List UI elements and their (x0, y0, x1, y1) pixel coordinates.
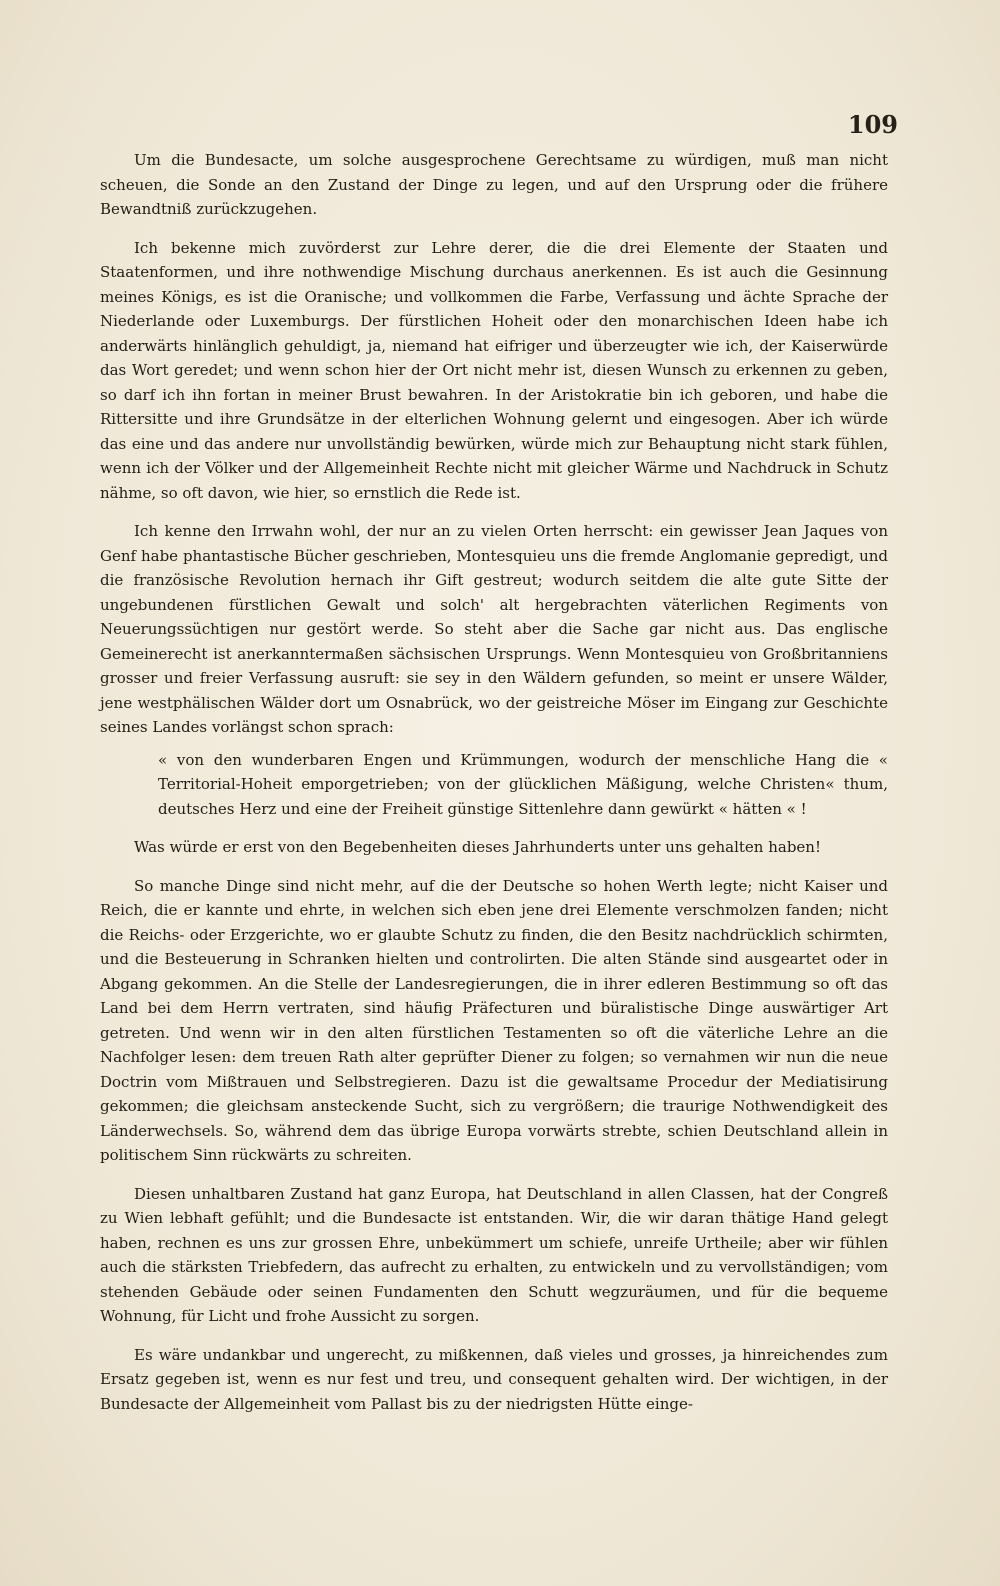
body-text (100, 148, 888, 1416)
paragraph: Diesen unhaltbaren Zustand hat ganz Europa, hat Deutschland in allen Classen, hat der Congreß zu Wien lebhaft gefühlt; und die Bundesacte ist entstanden. Wir, die wir daran thätige Hand gelegt haben, rechnen es uns zur grossen Ehre, unbekümmert um schiefe, unreife Urtheile; aber wir fühlen auch die stärksten Triebfedern, das aufrecht zu erhalten, zu entwickeln und zu vervollständigen; vom stehenden Gebäude oder seinen Fundamenten den Schutt wegzuräumen, und für die bequeme Wohnung, für Licht und frohe Aussicht zu sorgen. (100, 1184, 888, 1325)
paragraph: Es wäre undankbar und ungerecht, zu mißkennen, daß vieles und grosses, ja hinreichendes zum Ersatz gegeben ist, wenn es nur fest und treu, und consequent gehalten wird. Der wichtigen, in der Bundesacte der Allgemeinheit vom Pallast bis zu der niedrigsten Hütte einge- (100, 1345, 888, 1413)
paragraph: So manche Dinge sind nicht mehr, auf die der Deutsche so hohen Werth legte; nicht Kaiser und Reich, die er kannte und ehrte, in welchen sich eben jene drei Elemente verschmolzen fanden; nicht die Reichs- oder Erzgerichte, wo er glaubte Schutz zu finden, die den Besitz nachdrücklich schirmten, und die Besteuerung in Schranken hielten und controlirten. Die alten Stände sind ausgeartet oder in Abgang gekommen. An die Stelle der Landesregierungen, die in ihrer edleren Bestimmung so oft das Land bei dem Herrn vertraten, sind häufig Präfecturen und büralistische Dinge auswärtiger Art getreten. Und wenn wir in den alten fürstlichen Testamenten so oft die väterliche Lehre an die Nachfolger lesen: dem treuen Rath alter geprüfter Diener zu folgen; so vernahmen wir nun die neue Doctrin vom Mißtrauen und Selbstregieren. Dazu ist die gewaltsame Procedur der Mediatisirung gekommen; die gleichsam ansteckende Sucht, sich zu vergrößern; die traurige Nothwendigkeit des Länderwechsels. So, während dem das übrige Europa vorwärts strebte, schien Deutschland allein in politischem Sinn rückwärts zu schreiten. (100, 876, 888, 1164)
paragraph: Was würde er erst von den Begebenheiten dieses Jahrhunderts unter uns gehalten haben! (134, 838, 821, 856)
paragraph: Ich kenne den Irrwahn wohl, der nur an zu vielen Orten herrscht: ein gewisser Jean Jaques von Genf habe phantastische Bücher geschrieben, Montesquieu uns die fremde Anglomanie gepredigt, und die französische Revolution hernach ihr Gift gestreut; wodurch seitdem die alte gute Sitte der ungebundenen fürstlichen Gewalt und solch' alt hergebrachten väterlichen Regiments von Neuerungssüchtigen nur gestört werde. So steht aber die Sache gar nicht aus. Das englische Gemeinerecht ist anerkanntermaßen sächsischen Ursprungs. Wenn Montesquieu von Großbritanniens grosser und freier Verfassung ausruft: sie sey in den Wäldern gefunden, so meint er unsere Wälder, jene westphälischen Wälder dort um Osnabrück, wo der geistreiche Möser im Eingang zur Geschichte seines Landes vorlängst schon sprach: (100, 522, 888, 736)
paragraph: Ich bekenne mich zuvörderst zur Lehre derer, die die drei Elemente der Staaten und Staatenformen, und ihre nothwendige Mischung durchaus anerkennen. Es ist auch die Gesinnung meines Königs, es ist die Oranische; und vollkommen die Farbe, Verfassung und ächte Sprache der Niederlande oder Luxemburgs. Der fürstlichen Hoheit oder den monarchischen Ideen habe ich anderwärts hinlänglich gehuldigt, ja, niemand hat eifriger und überzeugter wie ich, der Kaiserwürde das Wort geredet; und wenn schon hier der Ort nicht mehr ist, diesen Wunsch zu erkennen zu geben, so darf ich ihn fortan in meiner Brust bewahren. In der Aristokratie bin ich geboren, und habe die Rittersitte und ihre Grundsätze in der elterlichen Wohnung gelernt und eingesogen. Aber ich würde das eine und das andere nur unvollständig bewürken, würde mich zur Behauptung nicht stark fühlen, wenn ich der Völker und der Allgemeinheit Rechte nicht mit gleicher Wärme und Nachdruck in Schutz nähme, so oft davon, wie hier, so ernstlich die Rede ist. (100, 238, 888, 502)
paragraph: Um die Bundesacte, um solche ausgesprochene Gerechtsame zu würdigen, muß man nicht scheuen, die Sonde an den Zustand der Dinge zu legen, und auf den Ursprung oder die frühere Bewandtniß zurückzugehen. (100, 151, 888, 218)
page-number: 109 (847, 110, 898, 139)
block-quote: « von den wunderbaren Engen und Krümmungen, wodurch der menschliche Hang die « Territorial-Hoheit emporgetrieben; von der glücklichen Mäßigung, welche Christen« thum, deutsches Herz und eine der Freiheit günstige Sittenlehre dann gewürkt « hätten « ! (158, 750, 888, 818)
